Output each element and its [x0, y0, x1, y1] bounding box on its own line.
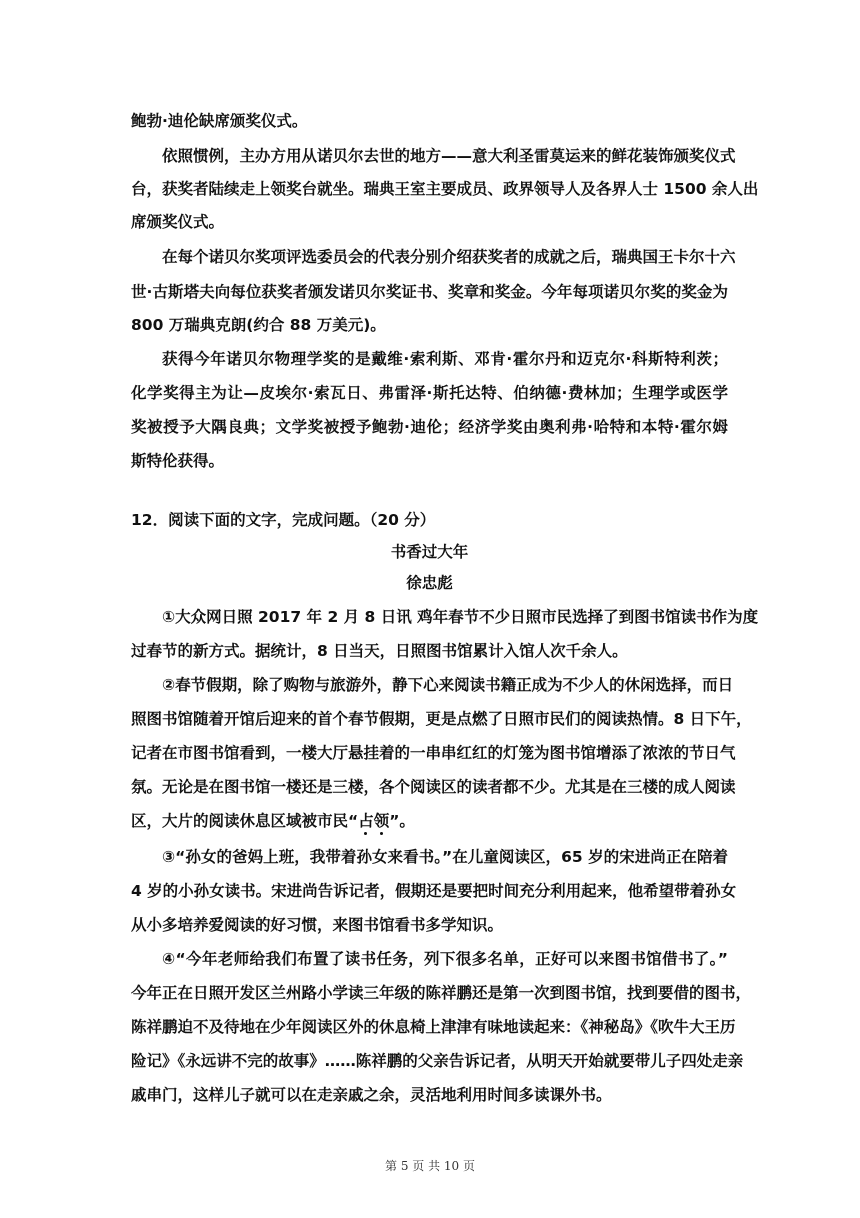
article-line-01: ①大众网日照 2017 年 2 月 8 日讯 鸡年春节不少日照市民选择了到图书馆读书作为度 [162, 608, 759, 626]
upper-line-07: 800 万瑞典克朗(约合 88 万美元)。 [131, 316, 386, 334]
upper-line-01: 鲍勃·迪伦缺席颁奖仪式。 [131, 112, 308, 130]
emphasis-char-2: 领 [373, 812, 390, 830]
article-line-11: ④“今年老师给我们布置了读书任务，列下很多名单，正好可以来图书馆借书了。” [162, 950, 728, 968]
upper-line-04: 席颁奖仪式。 [131, 213, 225, 231]
article-author: 徐忠彪 [406, 574, 453, 592]
article-line-02: 过春节的新方式。据统计，8 日当天，日照图书馆累计入馆人次千余人。 [131, 642, 628, 660]
article-line-15: 戚串门，这样儿子就可以在走亲戚之余，灵活地利用时间多读课外书。 [131, 1086, 612, 1104]
upper-line-08: 获得今年诺贝尔物理学奖的是戴维·索利斯、邓肯·霍尔丹和迈克尔·科斯特利茨； [162, 350, 728, 368]
article-line-04: 照图书馆随着开馆后迎来的首个春节假期，更是点燃了日照市民们的阅读热情。8 日下午， [131, 710, 752, 728]
upper-line-06: 世·古斯塔夫向每位获奖者颁发诺贝尔奖证书、奖章和奖金。今年每项诺贝尔奖的奖金为 [131, 283, 728, 301]
article-line-07 [131, 810, 728, 832]
article-line-08: ③“孙女的爸妈上班，我带着孙女来看书。”在儿童阅读区，65 岁的宋进尚正在陪着 [162, 848, 728, 866]
article-line-14: 险记》《永远讲不完的故事》……陈祥鹏的父亲告诉记者，从明天开始就要带儿子四处走亲 [131, 1052, 744, 1070]
article-line-05: 记者在市图书馆看到，一楼大厅悬挂着的一串串红红的灯笼为图书馆增添了浓浓的节日气 [131, 744, 736, 762]
upper-line-11: 斯特伦获得。 [131, 452, 225, 470]
question-heading: 12．阅读下面的文字，完成问题。（20 分） [131, 511, 436, 529]
article-line-10: 从小多培养爱阅读的好习惯，来图书馆看书多学知识。 [131, 916, 504, 934]
upper-line-09: 化学奖得主为让—皮埃尔·索瓦日、弗雷泽·斯托达特、伯纳德·费林加；生理学或医学 [131, 384, 728, 402]
article-line-07-text: 区，大片的阅读休息区域被市民“ [131, 812, 359, 830]
upper-line-10: 奖被授予大隅良典；文学奖被授予鲍勃·迪伦；经济学奖由奥利弗·哈特和本特·霍尔姆 [131, 418, 728, 436]
upper-line-02: 依照惯例，主办方用从诺贝尔去世的地方——意大利圣雷莫运来的鲜花装饰颁奖仪式 [162, 147, 736, 165]
article-line-07-end: ”。 [389, 812, 415, 830]
upper-line-05: 在每个诺贝尔奖项评选委员会的代表分别介绍获奖者的成就之后，瑞典国王卡尔十六 [162, 248, 736, 266]
article-line-03: ②春节假期，除了购物与旅游外，静下心来阅读书籍正成为不少人的休闲选择，而日 [162, 676, 734, 694]
upper-line-03: 台，获奖者陆续走上领奖台就坐。瑞典王室主要成员、政界领导人及各界人士 1500 余人出 [131, 180, 759, 198]
article-line-12: 今年正在日照开发区兰州路小学读三年级的陈祥鹏还是第一次到图书馆，找到要借的图书， [131, 984, 752, 1002]
article-title: 书香过大年 [390, 543, 469, 561]
page-number-footer: 第 5 页 共 10 页 [385, 1159, 475, 1173]
article-line-09: 4 岁的小孙女读书。宋进尚告诉记者，假期还是要把时间充分利用起来，他希望带着孙女 [131, 882, 737, 900]
article-line-06: 氛。无论是在图书馆一楼还是三楼，各个阅读区的读者都不少。尤其是在三楼的成人阅读 [131, 778, 736, 796]
article-line-13: 陈祥鹏迫不及待地在少年阅读区外的休息椅上津津有味地读起来：《神秘岛》《吹牛大王历 [131, 1018, 736, 1036]
emphasis-char-1: 占 [358, 812, 374, 830]
